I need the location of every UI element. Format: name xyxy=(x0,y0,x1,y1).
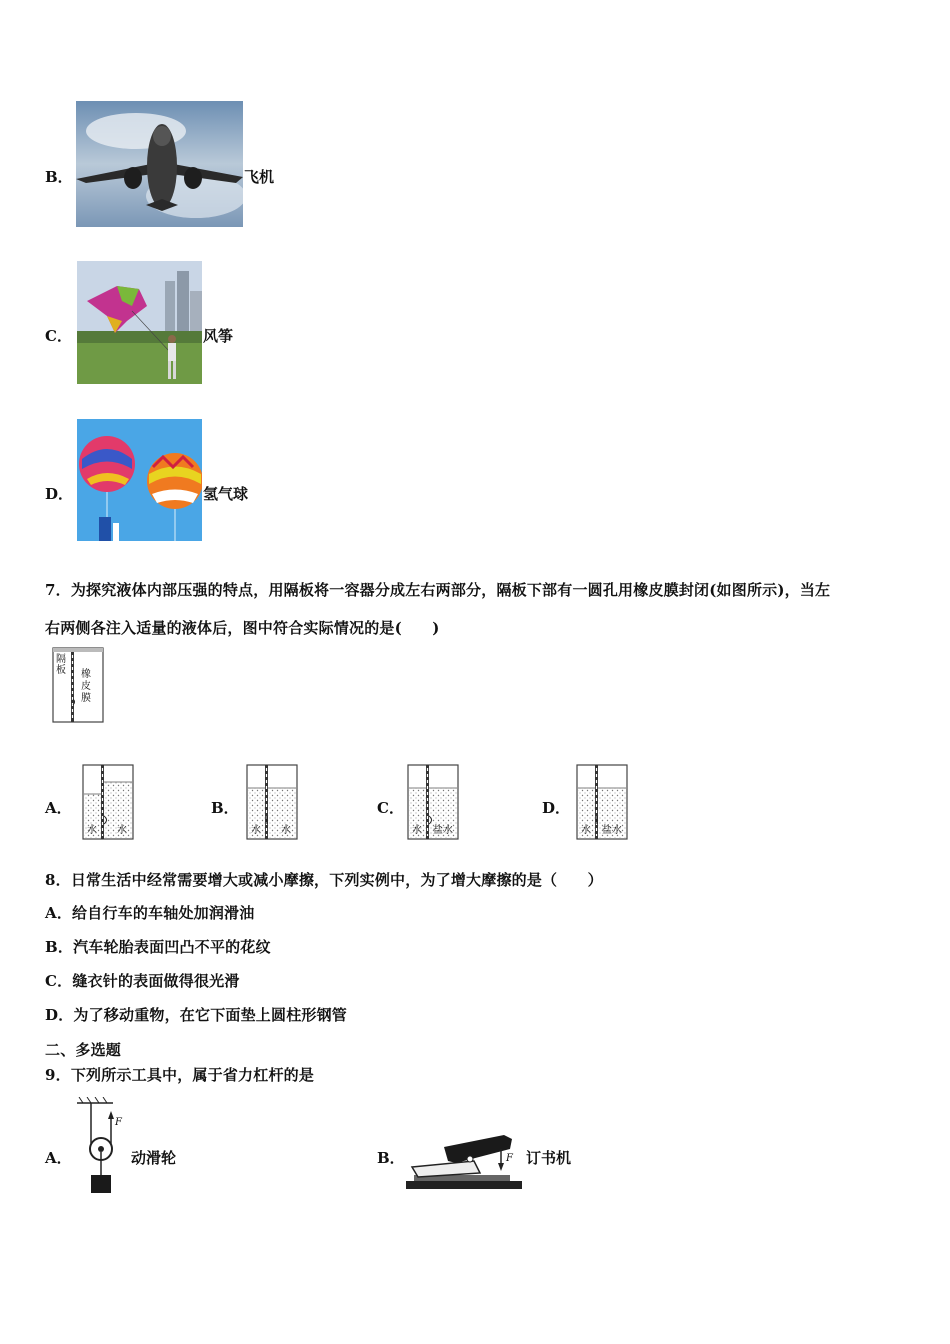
option-label: D． xyxy=(542,799,571,817)
right-liquid: 水 xyxy=(281,825,291,836)
q8-stem: 8．日常生活中经常需要增大或减小摩擦，下列实例中，为了增大摩擦的是（ ） xyxy=(45,871,603,889)
left-liquid: 水 xyxy=(581,825,591,836)
caption-balloon: 氢气球 xyxy=(203,485,249,503)
beaker-a xyxy=(82,764,134,840)
force-label: F xyxy=(506,1153,513,1164)
left-liquid: 水 xyxy=(87,825,97,836)
q7-container-diagram xyxy=(52,647,104,723)
q7-stem-line2: 右两侧各注入适量的液体后，图中符合实际情况的是( ) xyxy=(45,619,440,637)
q8-option-a: A．给自行车的车轴处加润滑油 xyxy=(45,904,255,922)
kite-photo xyxy=(77,261,202,384)
caption-stapler: 订书机 xyxy=(526,1149,572,1167)
q9-stem: 9．下列所示工具中，属于省力杠杆的是 xyxy=(45,1066,315,1084)
membrane-label: 橡皮膜 xyxy=(81,669,91,704)
option-label: C． xyxy=(45,327,72,345)
option-label: B． xyxy=(211,799,239,817)
q7-stem-line1: 7．为探究液体内部压强的特点，用隔板将一容器分成左右两部分，隔板下部有一圆孔用橡皮膜封闭(如图所示)，当左 xyxy=(45,581,831,599)
option-label: A． xyxy=(45,799,72,817)
caption-pulley: 动滑轮 xyxy=(131,1149,177,1167)
q8-option-d: D．为了移动重物，在它下面垫上圆柱形钢管 xyxy=(45,1006,348,1024)
movable-pulley-figure xyxy=(75,1097,127,1195)
beaker-d xyxy=(576,764,628,840)
beaker-c xyxy=(407,764,459,840)
option-label: C． xyxy=(377,799,404,817)
q8-option-b: B．汽车轮胎表面凹凸不平的花纹 xyxy=(45,938,271,956)
q8-option-c: C．缝衣针的表面做得很光滑 xyxy=(45,972,240,990)
right-liquid: 盐水 xyxy=(433,825,453,836)
stapler-figure xyxy=(404,1127,524,1193)
left-liquid: 水 xyxy=(251,825,261,836)
caption-kite: 风筝 xyxy=(203,327,234,345)
force-label: F xyxy=(115,1117,122,1128)
option-label: D． xyxy=(45,485,74,503)
left-liquid: 水 xyxy=(412,825,422,836)
hydrogen-balloon-photo xyxy=(77,419,202,541)
beaker-b xyxy=(246,764,298,840)
section-heading: 二、多选题 xyxy=(45,1041,122,1059)
option-label: A． xyxy=(45,1149,72,1167)
airplane-photo xyxy=(76,101,243,227)
right-liquid: 盐水 xyxy=(602,825,622,836)
option-label: B． xyxy=(377,1149,405,1167)
right-liquid: 水 xyxy=(117,825,127,836)
option-label: B． xyxy=(45,168,73,186)
partition-label: 隔板 xyxy=(56,654,66,676)
caption-airplane: 飞机 xyxy=(244,168,275,186)
